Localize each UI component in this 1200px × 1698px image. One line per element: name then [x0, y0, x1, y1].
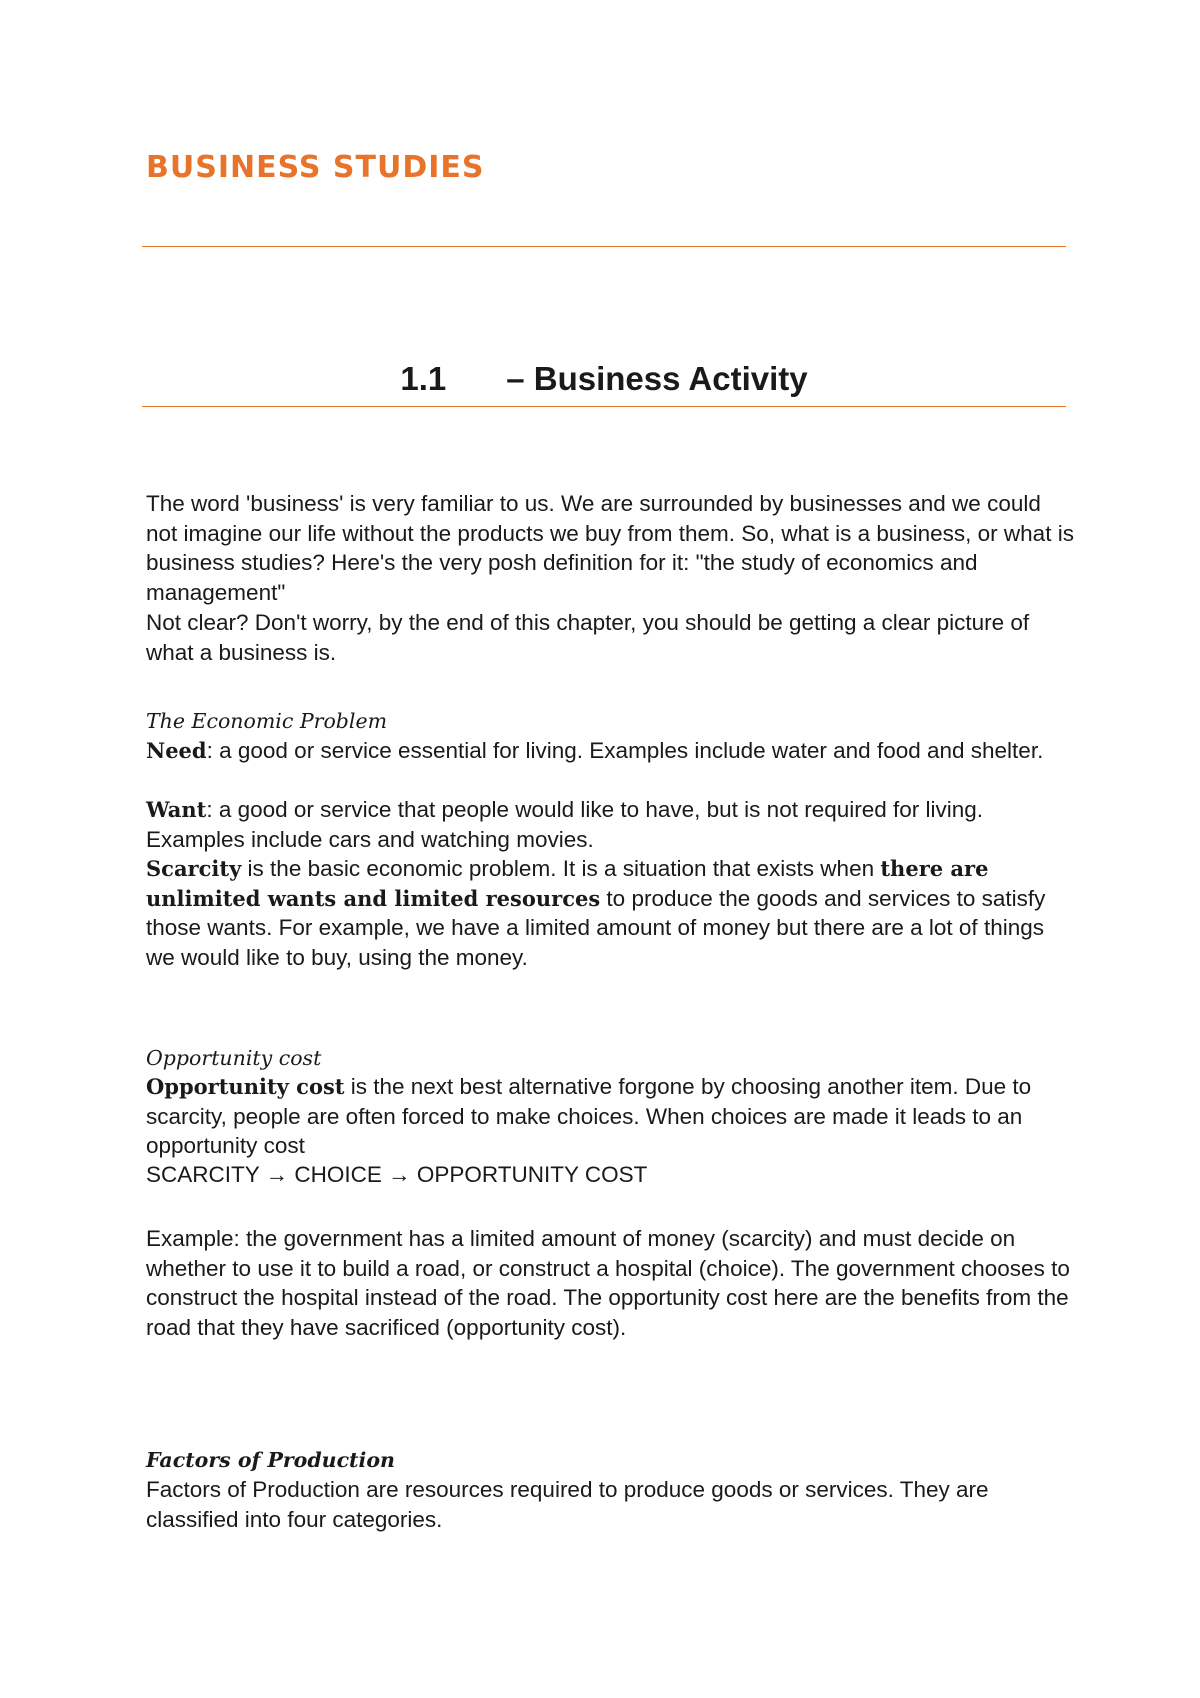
- opportunity-cost-example: Example: the government has a limited amount of money (scarcity) and must decide on whether to use it to build a road, or construct a hospital (choice). The government chooses to construct the hospital instead of the road. The opportunity cost here are the benefits from the road that they have sacrificed (opportunity cost).: [146, 1226, 1070, 1340]
- section-title: – Business Activity: [506, 360, 808, 397]
- title-divider: [142, 246, 1066, 247]
- scarcity-emphasis: there are unlimited wants and limited resources: [146, 856, 989, 911]
- need-text: : a good or service essential for living. Examples include water and food and shelter.: [206, 738, 1044, 763]
- need-term: Need: [146, 738, 207, 763]
- opportunity-cost-text: is the next best alternative forgone by choosing another item. Due to scarcity, people are often forced to make choices. When choices are made it leads to an opportunity cost: [146, 1074, 1032, 1158]
- intro-paragraph-1: The word 'business' is very familiar to us. We are surrounded by businesses and we could not imagine our life without the products we buy from them. So, what is a business, or what is business studies? Here's the very posh definition for it: "the study of economics and management": [146, 491, 1074, 605]
- want-definition: [146, 795, 1076, 854]
- need-definition: [146, 736, 1076, 766]
- section-number: 1.1: [400, 360, 447, 397]
- factors-heading: Factors of Production: [146, 1448, 395, 1472]
- scarcity-text-1: is the basic economic problem. It is a situation that exists when: [241, 856, 881, 881]
- section-heading: [142, 360, 1066, 398]
- opportunity-cost-term: Opportunity cost: [146, 1074, 345, 1099]
- intro-paragraph-2: Not clear? Don't worry, by the end of this chapter, you should be getting a clear picture of what a business is.: [146, 610, 1030, 665]
- document-title: BUSINESS STUDIES: [146, 150, 485, 185]
- scarcity-term: Scarcity: [146, 856, 242, 881]
- scarcity-definition: [146, 854, 1076, 972]
- want-term: Want: [146, 797, 207, 822]
- factors-paragraph: Factors of Production are resources required to produce goods or services. They are classified into four categories.: [146, 1477, 989, 1532]
- section-divider: [142, 406, 1066, 407]
- opportunity-cost-flow: SCARCITY → CHOICE → OPPORTUNITY COST: [146, 1162, 648, 1187]
- economic-problem-heading: The Economic Problem: [146, 709, 388, 733]
- opportunity-cost-definition: [146, 1072, 1076, 1161]
- scarcity-text-2: to produce the goods and services to satisfy those wants. For example, we have a limited amount of money but there are a lot of things we would like to buy, using the money.: [146, 885, 1046, 970]
- want-text: : a good or service that people would like to have, but is not required for living. Examples include cars and watching movies.: [146, 797, 984, 852]
- opportunity-cost-heading: Opportunity cost: [146, 1046, 322, 1070]
